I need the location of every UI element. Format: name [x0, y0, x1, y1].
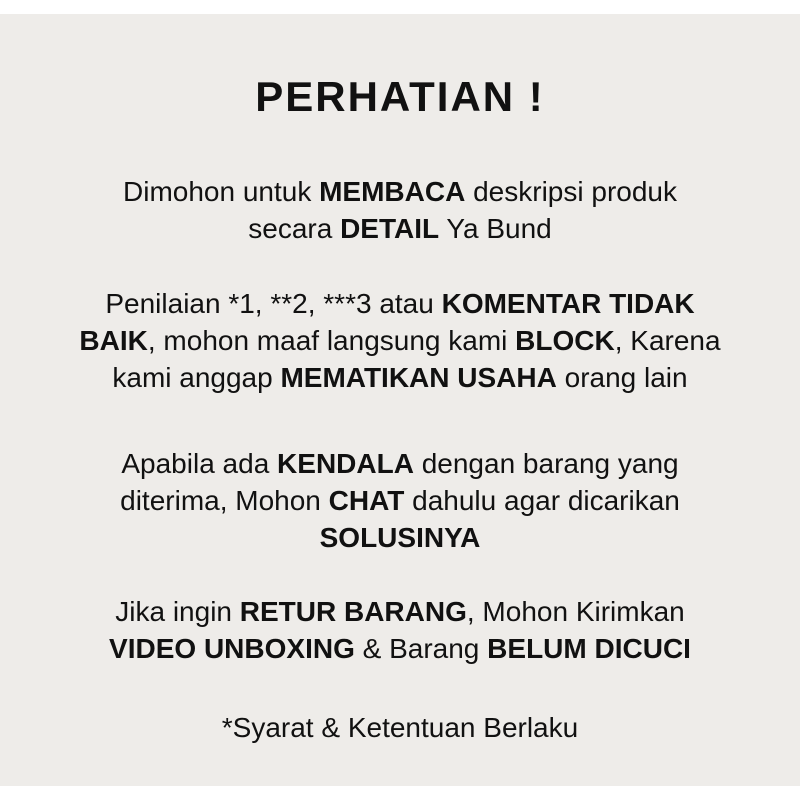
highlighted-text: KOMENTAR TIDAK	[441, 288, 695, 319]
text-segment: kami anggap	[112, 362, 281, 393]
highlighted-text: CHAT	[328, 485, 405, 516]
highlighted-text: BELUM DICUCI	[487, 633, 691, 664]
notice-line	[0, 359, 800, 396]
notice-line	[0, 630, 800, 667]
notice-line	[0, 322, 800, 359]
text-segment: dengan barang yang	[413, 448, 679, 479]
text-segment: orang lain	[556, 362, 688, 393]
notice-terms-footnote	[0, 709, 800, 746]
notice-title: PERHATIAN !	[255, 73, 545, 120]
highlighted-text: SOLUSINYA	[319, 522, 481, 553]
text-segment: dahulu agar dicarikan	[404, 485, 680, 516]
notice-line	[0, 285, 800, 322]
notice-card	[0, 14, 800, 786]
highlighted-text: MEMATIKAN USAHA	[280, 362, 557, 393]
text-segment: Dimohon untuk	[123, 176, 320, 207]
highlighted-text: RETUR BARANG	[239, 596, 467, 627]
text-segment: Jika ingin	[115, 596, 240, 627]
notice-line	[0, 445, 800, 482]
text-segment: & Barang	[354, 633, 488, 664]
text-segment: *Syarat & Ketentuan Berlaku	[221, 712, 579, 743]
highlighted-text: BLOCK	[515, 325, 615, 356]
notice-line	[0, 709, 800, 746]
highlighted-text: MEMBACA	[319, 176, 466, 207]
highlighted-text: BAIK	[79, 325, 148, 356]
text-segment: deskripsi produk	[465, 176, 677, 207]
highlighted-text: DETAIL	[340, 213, 440, 244]
notice-paragraph-chat-first	[0, 445, 800, 556]
notice-line	[0, 519, 800, 556]
notice-paragraph-read-description	[0, 173, 800, 247]
text-segment: Penilaian *1, **2, ***3 atau	[105, 288, 442, 319]
text-segment: , Mohon Kirimkan	[466, 596, 685, 627]
notice-line	[0, 482, 800, 519]
notice-line	[0, 173, 800, 210]
text-segment: Apabila ada	[121, 448, 278, 479]
highlighted-text: VIDEO UNBOXING	[109, 633, 355, 664]
notice-line	[0, 210, 800, 247]
text-segment: , mohon maaf langsung kami	[147, 325, 516, 356]
text-segment: , Karena	[614, 325, 721, 356]
highlighted-text: KENDALA	[277, 448, 414, 479]
notice-paragraph-rating-warning	[0, 285, 800, 396]
text-segment: Ya Bund	[439, 213, 552, 244]
notice-line	[0, 593, 800, 630]
text-segment: diterima, Mohon	[120, 485, 329, 516]
notice-paragraph-return-policy	[0, 593, 800, 667]
text-segment: secara	[248, 213, 341, 244]
